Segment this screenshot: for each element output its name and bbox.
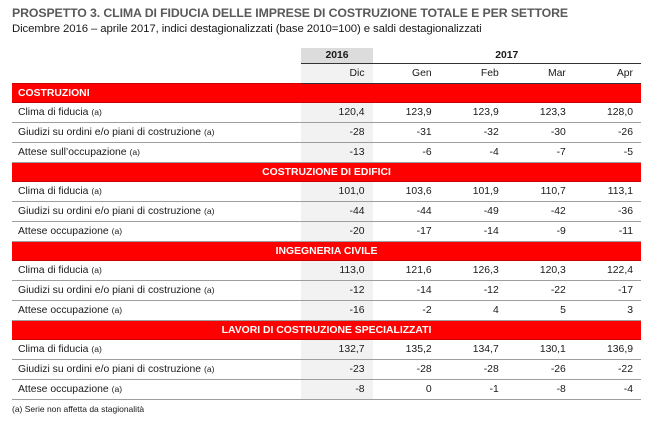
confidence-table bbox=[12, 48, 641, 418]
row-note: (a) bbox=[203, 127, 215, 137]
row-label-cell bbox=[12, 340, 301, 360]
table-row bbox=[12, 340, 641, 360]
table-row bbox=[12, 202, 641, 222]
row-note: (a) bbox=[129, 147, 140, 157]
table-row bbox=[12, 222, 641, 242]
row-label: Clima di fiducia bbox=[18, 344, 89, 355]
value-cell-mar: -30 bbox=[507, 123, 574, 143]
value-cell-gen: 123,9 bbox=[373, 103, 440, 123]
table-row bbox=[12, 261, 641, 281]
value-cell-mar: -22 bbox=[507, 281, 574, 301]
row-label-cell bbox=[12, 301, 301, 321]
footnote: (a) Serie non affetta da stagionalità bbox=[12, 404, 145, 414]
value-cell-apr: -22 bbox=[574, 360, 641, 380]
value-cell-gen: 0 bbox=[373, 380, 440, 400]
value-cell-feb: -14 bbox=[440, 222, 507, 242]
section-header-costruzione-di-edifici bbox=[12, 163, 641, 182]
header-spacer bbox=[12, 64, 301, 84]
month-mar: Mar bbox=[507, 64, 574, 84]
value-cell-feb: 123,9 bbox=[440, 103, 507, 123]
header-spacer bbox=[12, 48, 301, 64]
row-label-cell bbox=[12, 182, 301, 202]
row-label-cell bbox=[12, 143, 301, 163]
row-label-cell bbox=[12, 281, 301, 301]
table-row bbox=[12, 123, 641, 143]
value-cell-feb: -32 bbox=[440, 123, 507, 143]
value-cell-mar: 110,7 bbox=[507, 182, 574, 202]
value-cell-gen: 135,2 bbox=[373, 340, 440, 360]
row-note: (a) bbox=[203, 364, 215, 374]
section-title: INGEGNERIA CIVILE bbox=[12, 242, 641, 261]
value-cell-gen: 121,6 bbox=[373, 261, 440, 281]
month-gen: Gen bbox=[373, 64, 440, 84]
value-cell-mar: 130,1 bbox=[507, 340, 574, 360]
section-title: COSTRUZIONI bbox=[12, 84, 641, 103]
value-cell-apr: -4 bbox=[574, 380, 641, 400]
value-cell-apr: 128,0 bbox=[574, 103, 641, 123]
value-cell-feb: -12 bbox=[440, 281, 507, 301]
value-cell-apr: 122,4 bbox=[574, 261, 641, 281]
value-cell-dic: 101,0 bbox=[301, 182, 372, 202]
year-2017: 2017 bbox=[373, 48, 641, 64]
row-note: (a) bbox=[203, 285, 215, 295]
section-header-ingegneria-civile bbox=[12, 242, 641, 261]
row-label: Attese occupazione bbox=[18, 384, 109, 395]
value-cell-mar: -42 bbox=[507, 202, 574, 222]
table-title: PROSPETTO 3. CLIMA DI FIDUCIA DELLE IMPRESE DI COSTRUZIONE TOTALE E PER SETTORE bbox=[12, 6, 568, 20]
table-row bbox=[12, 103, 641, 123]
row-label: Clima di fiducia bbox=[18, 107, 89, 118]
value-cell-dic: -12 bbox=[301, 281, 372, 301]
row-label-cell bbox=[12, 380, 301, 400]
value-cell-gen: -14 bbox=[373, 281, 440, 301]
section-title: LAVORI DI COSTRUZIONE SPECIALIZZATI bbox=[12, 321, 641, 340]
value-cell-mar: -26 bbox=[507, 360, 574, 380]
month-dic: Dic bbox=[301, 64, 372, 84]
row-label: Clima di fiducia bbox=[18, 265, 89, 276]
year-2016: 2016 bbox=[301, 48, 372, 64]
section-header-lavori-di-costruzione-specializzati bbox=[12, 321, 641, 340]
row-label: Giudizi su ordini e/o piani di costruzione bbox=[18, 127, 202, 138]
value-cell-apr: 136,9 bbox=[574, 340, 641, 360]
value-cell-feb: 126,3 bbox=[440, 261, 507, 281]
table-subtitle: Dicembre 2016 – aprile 2017, indici destagionalizzati (base 2010=100) e saldi destagionalizzati bbox=[12, 23, 482, 35]
value-cell-dic: -13 bbox=[301, 143, 372, 163]
row-label-cell bbox=[12, 103, 301, 123]
value-cell-apr: -26 bbox=[574, 123, 641, 143]
value-cell-gen: -44 bbox=[373, 202, 440, 222]
value-cell-dic: -20 bbox=[301, 222, 372, 242]
value-cell-apr: -36 bbox=[574, 202, 641, 222]
value-cell-apr: 3 bbox=[574, 301, 641, 321]
month-feb: Feb bbox=[440, 64, 507, 84]
row-note: (a) bbox=[91, 186, 102, 196]
value-cell-feb: 4 bbox=[440, 301, 507, 321]
value-cell-mar: -7 bbox=[507, 143, 574, 163]
row-note: (a) bbox=[111, 384, 123, 394]
value-cell-apr: -11 bbox=[574, 222, 641, 242]
month-header-row bbox=[12, 64, 641, 84]
footnote-row bbox=[12, 400, 641, 419]
section-title: COSTRUZIONE DI EDIFICI bbox=[12, 163, 641, 182]
row-label-cell bbox=[12, 261, 301, 281]
value-cell-gen: 103,6 bbox=[373, 182, 440, 202]
table-row bbox=[12, 143, 641, 163]
table-row bbox=[12, 301, 641, 321]
value-cell-mar: 5 bbox=[507, 301, 574, 321]
row-label-cell bbox=[12, 360, 301, 380]
value-cell-gen: -28 bbox=[373, 360, 440, 380]
row-note: (a) bbox=[91, 265, 102, 275]
row-note: (a) bbox=[111, 305, 123, 315]
value-cell-feb: -1 bbox=[440, 380, 507, 400]
row-label: Giudizi su ordini e/o piani di costruzione bbox=[18, 364, 202, 375]
value-cell-gen: -6 bbox=[373, 143, 440, 163]
value-cell-feb: 134,7 bbox=[440, 340, 507, 360]
table-row bbox=[12, 380, 641, 400]
row-note: (a) bbox=[91, 107, 102, 117]
row-label: Attese occupazione bbox=[18, 305, 109, 316]
value-cell-dic: -28 bbox=[301, 123, 372, 143]
value-cell-feb: -49 bbox=[440, 202, 507, 222]
value-cell-mar: -9 bbox=[507, 222, 574, 242]
value-cell-dic: 113,0 bbox=[301, 261, 372, 281]
value-cell-feb: -28 bbox=[440, 360, 507, 380]
value-cell-feb: -4 bbox=[440, 143, 507, 163]
value-cell-dic: -44 bbox=[301, 202, 372, 222]
row-label-cell bbox=[12, 222, 301, 242]
table-row bbox=[12, 281, 641, 301]
row-note: (a) bbox=[203, 206, 215, 216]
value-cell-dic: 120,4 bbox=[301, 103, 372, 123]
section-header-costruzioni bbox=[12, 84, 641, 103]
value-cell-mar: 120,3 bbox=[507, 261, 574, 281]
value-cell-apr: -5 bbox=[574, 143, 641, 163]
row-label: Giudizi su ordini e/o piani di costruzione bbox=[18, 206, 202, 217]
row-label-cell bbox=[12, 123, 301, 143]
value-cell-apr: 113,1 bbox=[574, 182, 641, 202]
row-label: Clima di fiducia bbox=[18, 186, 89, 197]
value-cell-dic: -23 bbox=[301, 360, 372, 380]
table-row bbox=[12, 360, 641, 380]
year-header-row bbox=[12, 48, 641, 64]
row-note: (a) bbox=[111, 226, 123, 236]
value-cell-gen: -2 bbox=[373, 301, 440, 321]
row-label: Attese occupazione bbox=[18, 226, 109, 237]
row-label: Giudizi su ordini e/o piani di costruzione bbox=[18, 285, 202, 296]
row-label-cell bbox=[12, 202, 301, 222]
row-label: Attese sull’occupazione bbox=[18, 147, 127, 158]
value-cell-apr: -17 bbox=[574, 281, 641, 301]
table-row bbox=[12, 182, 641, 202]
row-note: (a) bbox=[91, 344, 102, 354]
value-cell-feb: 101,9 bbox=[440, 182, 507, 202]
value-cell-gen: -17 bbox=[373, 222, 440, 242]
value-cell-mar: 123,3 bbox=[507, 103, 574, 123]
value-cell-dic: 132,7 bbox=[301, 340, 372, 360]
value-cell-dic: -16 bbox=[301, 301, 372, 321]
value-cell-gen: -31 bbox=[373, 123, 440, 143]
month-apr: Apr bbox=[574, 64, 641, 84]
value-cell-mar: -8 bbox=[507, 380, 574, 400]
value-cell-dic: -8 bbox=[301, 380, 372, 400]
